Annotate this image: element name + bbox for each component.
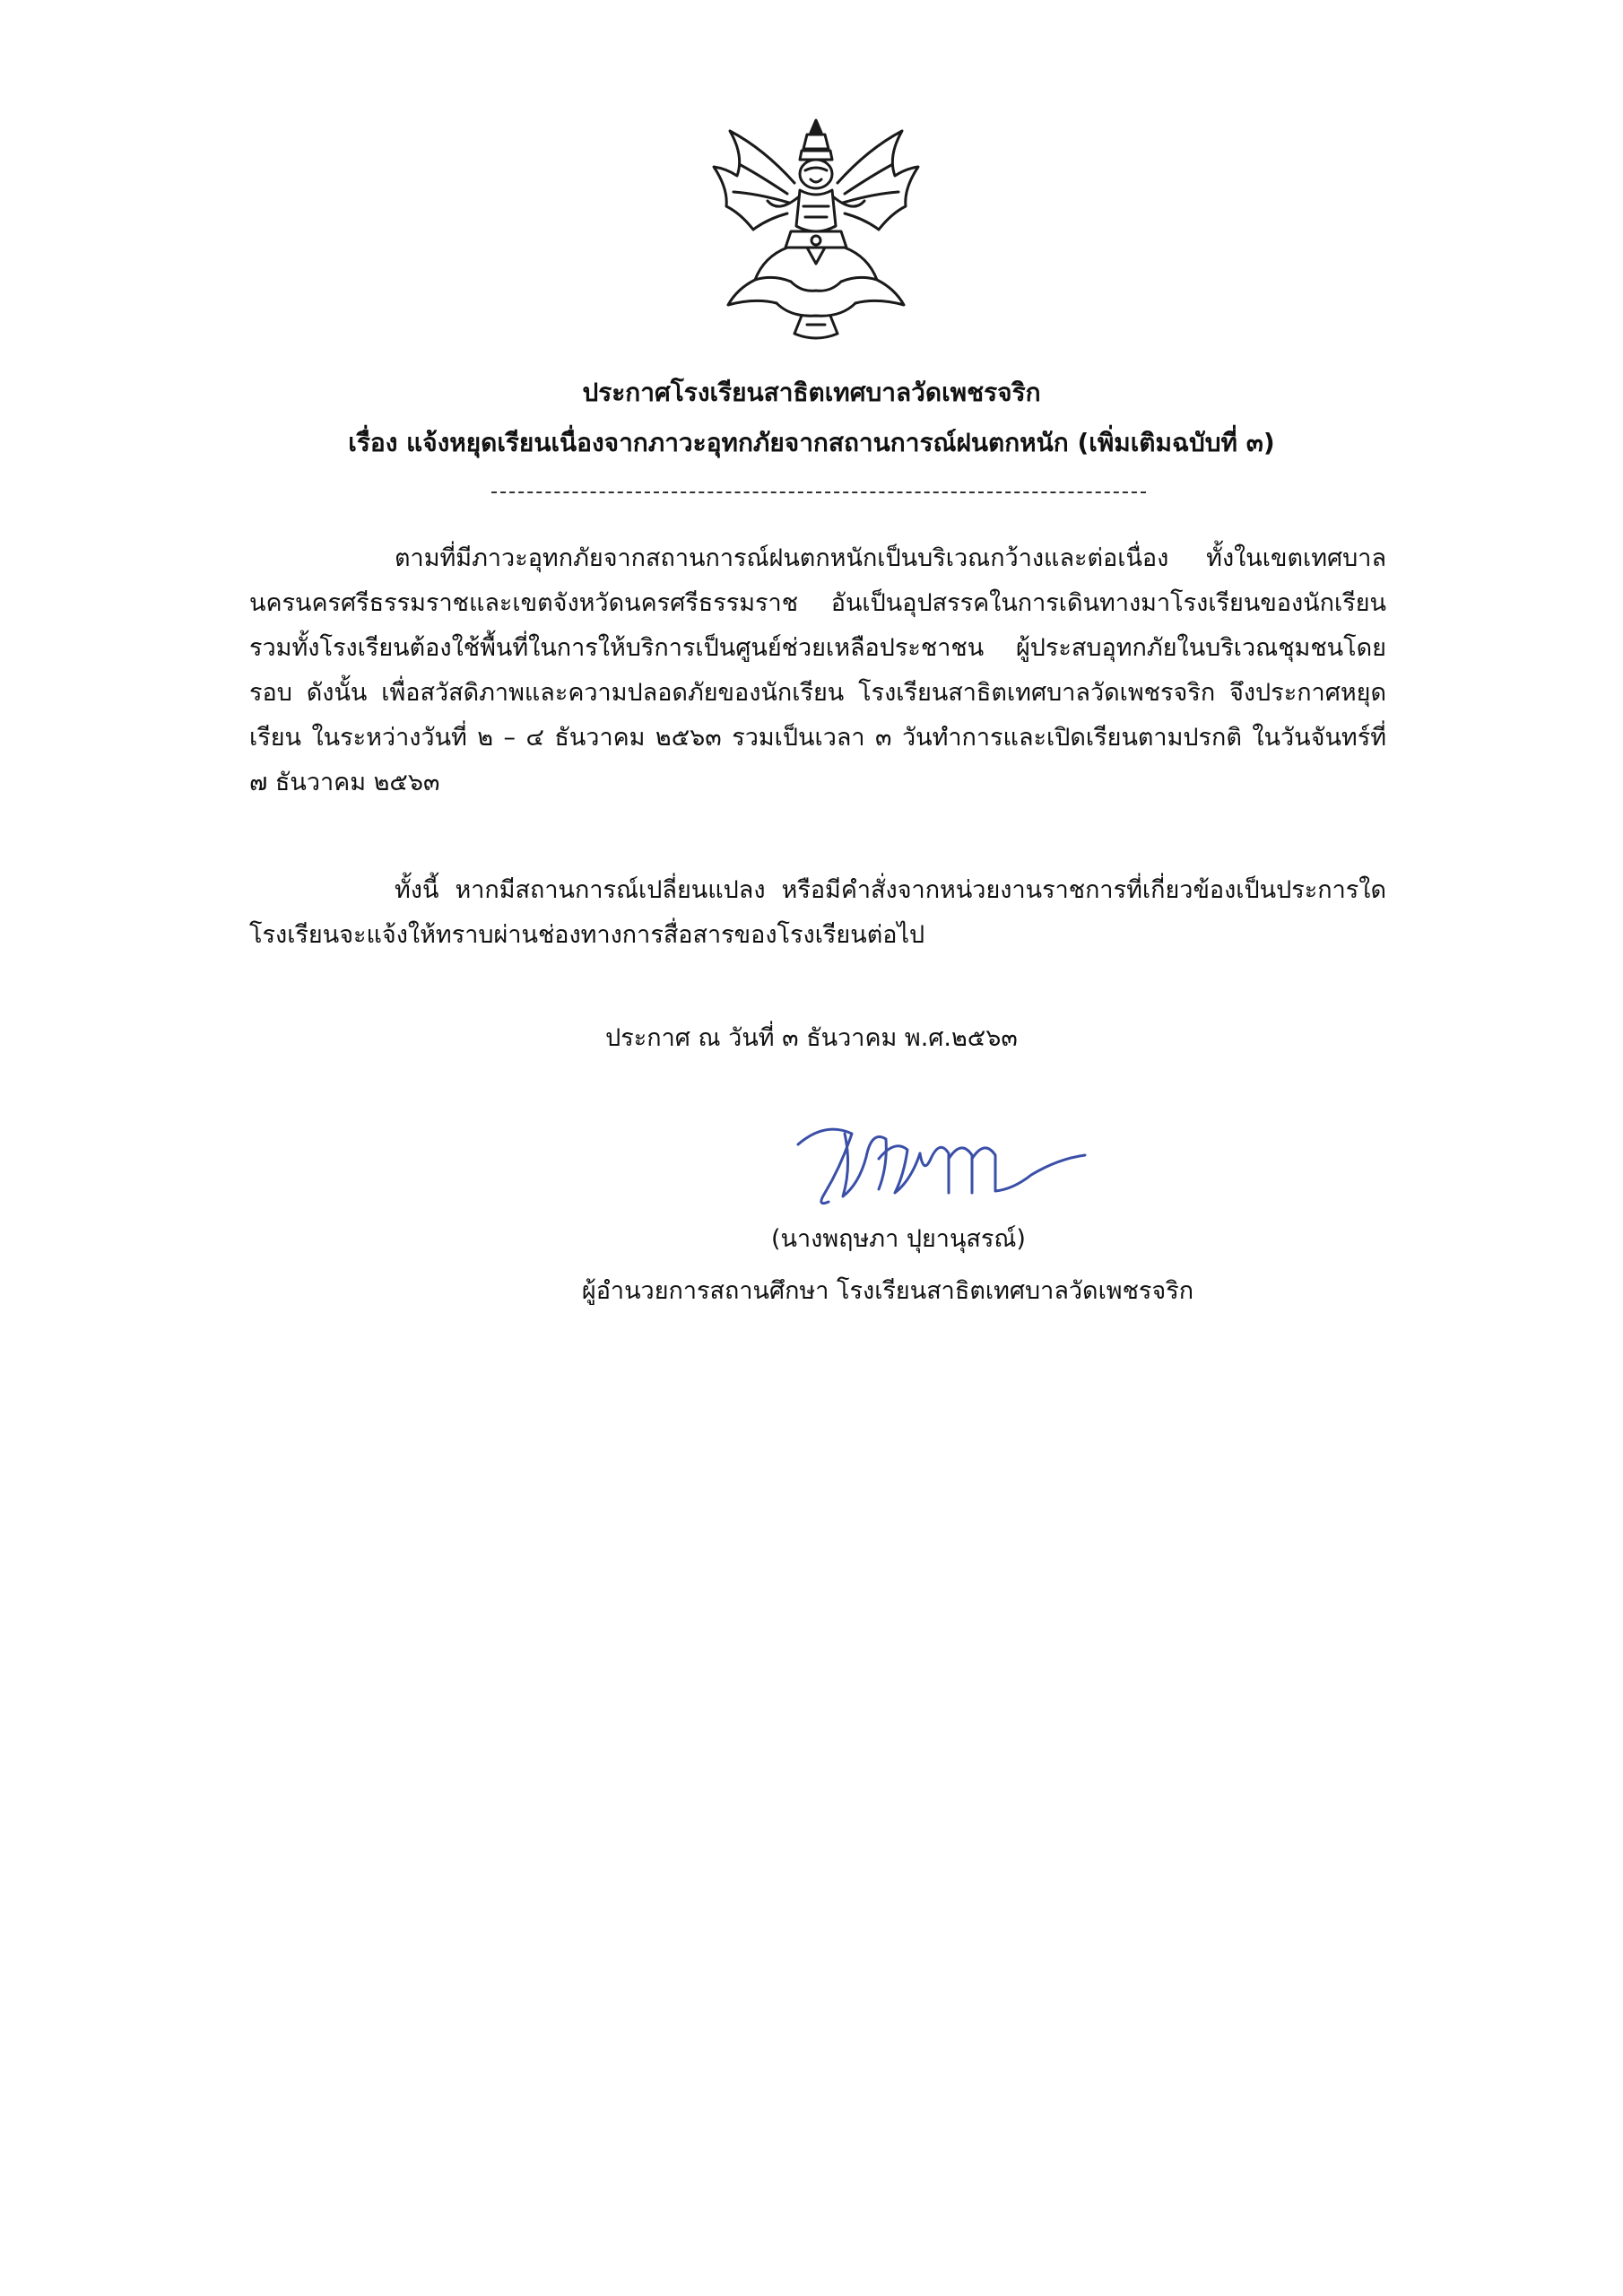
signatory-position: ผู้อำนวยการสถานศึกษา โรงเรียนสาธิตเทศบาลวัดเพชรจริก [581, 1277, 1194, 1305]
garuda-emblem-icon [701, 113, 931, 348]
announcement-date: ประกาศ ณ วันที่ ๓ ธันวาคม พ.ศ.๒๕๖๓ [605, 1024, 1018, 1052]
dashed-divider [491, 491, 1146, 493]
body-paragraph-1: ตามที่มีภาวะอุทกภัยจากสถานการณ์ฝนตกหนักเป็นบริเวณกว้างและต่อเนื่อง ทั้งในเขตเทศบาลนครนครศรีธรรมราชและเขตจังหวัดนครศรีธรรมราช อันเป็นอุปสรรคในการเดินทางมาโรงเรียนของนักเรียน รวมทั้งโรงเรียนต้องใช้พื้นที่ในการให้บริการเป็นศูนย์ช่วยเหลือประชาชน ผู้ประสบอุทกภัยในบริเวณชุมชนโดยรอบ ดังนั้น เพื่อสวัสดิภาพและความปลอดภัยของนักเรียน โรงเรียนสาธิตเทศบาลวัดเพชรจริก จึงประกาศหยุดเรียน ในระหว่างวันที่ ๒ – ๔ ธันวาคม ๒๕๖๓ รวมเป็นเวลา ๓ วันทำการและเปิดเรียนตามปรกติ ในวันจันทร์ที่ ๗ ธันวาคม ๒๕๖๓ [249, 544, 1386, 796]
announcement-subject: เรื่อง แจ้งหยุดเรียนเนื่องจากภาวะอุทกภัยจากสถานการณ์ฝนตกหนัก (เพิ่มเติมฉบับที่ ๓) [348, 428, 1275, 457]
announcement-title: ประกาศโรงเรียนสาธิตเทศบาลวัดเพชรจริก [582, 378, 1041, 407]
body-paragraph-2: ทั้งนี้ หากมีสถานการณ์เปลี่ยนแปลง หรือมีคำสั่งจากหน่วยงานราชการที่เกี่ยวข้องเป็นประการใด โรงเรียนจะแจ้งให้ทราบผ่านช่องทางการสื่อสารของโรงเรียนต่อไป [249, 876, 1386, 949]
handwritten-signature [789, 1103, 1094, 1220]
signatory-name: (นางพฤษภา ปุยานุสรณ์) [771, 1225, 1026, 1253]
